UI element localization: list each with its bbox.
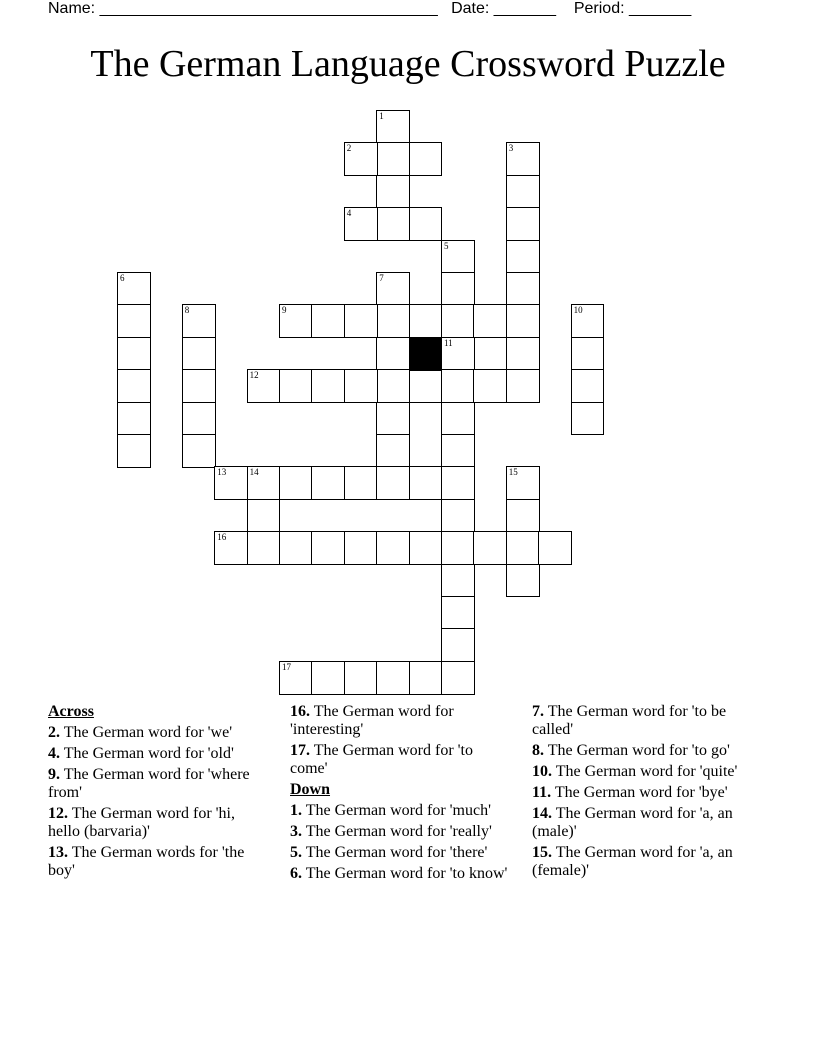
grid-cell[interactable] <box>571 337 605 371</box>
clue-down-15: 15. The German word for 'a, an (female)' <box>532 844 733 879</box>
down-heading: Down <box>290 781 331 798</box>
grid-cell[interactable] <box>279 304 313 338</box>
grid-cell[interactable] <box>409 304 443 338</box>
grid-cell[interactable] <box>279 466 313 500</box>
grid-cell[interactable] <box>376 272 410 306</box>
clue-down-1: 1. The German word for 'much' <box>290 802 491 819</box>
grid-cell[interactable] <box>506 531 540 565</box>
black-cell <box>409 337 443 371</box>
grid-cell[interactable] <box>214 531 248 565</box>
cell-number: 7 <box>379 273 384 283</box>
grid-cell[interactable] <box>441 369 475 403</box>
grid-cell[interactable] <box>506 369 540 403</box>
name-blank[interactable]: ______________________________________ <box>99 0 438 17</box>
cell-number: 8 <box>184 305 190 316</box>
grid-cell[interactable] <box>506 337 540 371</box>
grid-cell[interactable] <box>182 402 216 436</box>
clue-down-5: 5. The German word for 'there' <box>290 844 488 861</box>
grid-cell[interactable] <box>506 466 540 500</box>
grid-cell[interactable] <box>376 110 410 144</box>
grid-cell[interactable] <box>344 369 378 403</box>
page-title: The German Language Crossword Puzzle <box>90 43 726 85</box>
clue-down-7: 7. The German word for 'to be called' <box>532 703 727 738</box>
grid-cell[interactable] <box>571 402 605 436</box>
grid-cell[interactable] <box>441 596 475 630</box>
grid-cell[interactable] <box>376 175 410 209</box>
grid-cell[interactable] <box>247 466 281 500</box>
grid-cell[interactable] <box>376 337 410 371</box>
grid-cell[interactable] <box>117 337 151 371</box>
across-heading: Across <box>48 703 94 720</box>
grid-cell[interactable] <box>441 564 475 598</box>
cell-number: 16 <box>217 532 227 543</box>
grid-cell[interactable] <box>376 661 410 695</box>
grid-cell[interactable] <box>182 337 216 371</box>
grid-cell[interactable] <box>441 466 475 500</box>
cell-number: 4 <box>346 208 352 219</box>
grid-cell[interactable] <box>344 531 378 565</box>
grid-cell[interactable] <box>506 499 540 533</box>
grid-cell[interactable] <box>506 207 540 241</box>
clue-down-8: 8. The German word for 'to go' <box>532 742 730 759</box>
grid-cell[interactable] <box>247 369 281 403</box>
grid-cell[interactable] <box>311 661 345 695</box>
grid-cell[interactable] <box>473 304 507 338</box>
grid-cell[interactable] <box>376 369 410 403</box>
grid-cell[interactable] <box>311 531 345 565</box>
clue-down-3: 3. The German word for 'really' <box>290 823 492 840</box>
grid-cell[interactable] <box>182 304 216 338</box>
grid-cell[interactable] <box>473 369 507 403</box>
grid-cell[interactable] <box>571 304 605 338</box>
clues-column-3 <box>532 703 752 883</box>
cell-number: 1 <box>379 111 384 121</box>
cell-number: 3 <box>508 143 514 154</box>
period-blank[interactable]: _______ <box>629 0 692 17</box>
grid-cell[interactable] <box>376 434 410 468</box>
grid-cell[interactable] <box>376 531 410 565</box>
grid-cell[interactable] <box>506 175 540 209</box>
grid-cell[interactable] <box>376 304 410 338</box>
grid-cell[interactable] <box>441 402 475 436</box>
grid-cell[interactable] <box>441 272 475 306</box>
clue-across-16: 16. The German word for 'interesting' <box>290 703 454 738</box>
grid-cell[interactable] <box>409 369 443 403</box>
clues-column-2 <box>290 703 510 886</box>
grid-cell[interactable] <box>538 531 572 565</box>
grid-cell[interactable] <box>117 304 151 338</box>
cell-number: 14 <box>249 467 259 478</box>
grid-cell[interactable] <box>344 207 378 241</box>
grid-cell[interactable] <box>344 466 378 500</box>
grid-cell[interactable] <box>409 207 443 241</box>
cell-number: 12 <box>249 370 259 381</box>
grid-cell[interactable] <box>311 304 345 338</box>
grid-cell[interactable] <box>117 402 151 436</box>
name-label: Name: <box>48 0 96 17</box>
grid-cell[interactable] <box>344 661 378 695</box>
grid-cell[interactable] <box>441 434 475 468</box>
grid-cell[interactable] <box>441 337 475 371</box>
clue-across-13: 13. The German words for 'the boy' <box>48 844 245 879</box>
grid-cell[interactable] <box>506 240 540 274</box>
grid-cell[interactable] <box>344 304 378 338</box>
grid-cell[interactable] <box>441 661 475 695</box>
cell-number: 13 <box>217 467 227 478</box>
grid-cell[interactable] <box>441 240 475 274</box>
grid-cell[interactable] <box>506 272 540 306</box>
grid-cell[interactable] <box>311 466 345 500</box>
grid-cell[interactable] <box>279 661 313 695</box>
cell-number: 17 <box>282 661 291 672</box>
cell-number: 6 <box>120 273 125 283</box>
grid-cell[interactable] <box>441 531 475 565</box>
period-label: Period: <box>573 0 625 17</box>
grid-cell[interactable] <box>247 531 281 565</box>
date-label: Date: <box>451 0 490 17</box>
grid-cell[interactable] <box>182 369 216 403</box>
grid-cell[interactable] <box>506 142 540 176</box>
grid-cell[interactable] <box>409 661 443 695</box>
cell-number: 15 <box>508 467 518 478</box>
cell-number: 11 <box>444 337 453 348</box>
grid-cell[interactable] <box>571 369 605 403</box>
grid-cell[interactable] <box>117 434 151 468</box>
clue-across-4: 4. The German word for 'old' <box>48 745 234 762</box>
grid-cell[interactable] <box>376 142 410 176</box>
clue-down-10: 10. The German word for 'quite' <box>532 763 738 780</box>
clue-down-6: 6. The German word for 'to know' <box>290 865 508 882</box>
grid-cell[interactable] <box>214 466 248 500</box>
grid-cell[interactable] <box>279 369 313 403</box>
grid-cell[interactable] <box>506 304 540 338</box>
grid-cell[interactable] <box>506 564 540 598</box>
grid-cell[interactable] <box>247 499 281 533</box>
grid-cell[interactable] <box>117 369 151 403</box>
clue-down-11: 11. The German word for 'bye' <box>532 784 728 801</box>
grid-cell[interactable] <box>117 272 151 306</box>
grid-cell[interactable] <box>182 434 216 468</box>
cell-number: 9 <box>282 305 287 316</box>
grid-cell[interactable] <box>409 142 443 176</box>
cell-number: 5 <box>444 240 449 251</box>
grid-cell[interactable] <box>441 628 475 662</box>
grid-cell[interactable] <box>311 369 345 403</box>
grid-cell[interactable] <box>473 531 507 565</box>
date-blank[interactable]: _______ <box>493 0 557 17</box>
clues-column-1 <box>48 703 268 883</box>
grid-cell[interactable] <box>376 207 410 241</box>
grid-cell[interactable] <box>409 466 443 500</box>
grid-cell[interactable] <box>441 499 475 533</box>
clue-across-12: 12. The German word for 'hi, hello (barvaria)' <box>48 805 235 840</box>
clue-across-2: 2. The German word for 'we' <box>48 724 233 741</box>
grid-cell[interactable] <box>376 466 410 500</box>
grid-cell[interactable] <box>376 402 410 436</box>
cell-number: 2 <box>346 143 352 154</box>
grid-cell[interactable] <box>344 142 378 176</box>
grid-cell[interactable] <box>441 304 475 338</box>
clue-down-14: 14. The German word for 'a, an (male)' <box>532 805 733 840</box>
clue-across-9: 9. The German word for 'where from' <box>48 766 250 801</box>
grid-cell[interactable] <box>409 531 443 565</box>
cell-number: 10 <box>573 305 583 316</box>
grid-cell[interactable] <box>279 531 313 565</box>
clue-across-17: 17. The German word for 'to come' <box>290 742 473 777</box>
